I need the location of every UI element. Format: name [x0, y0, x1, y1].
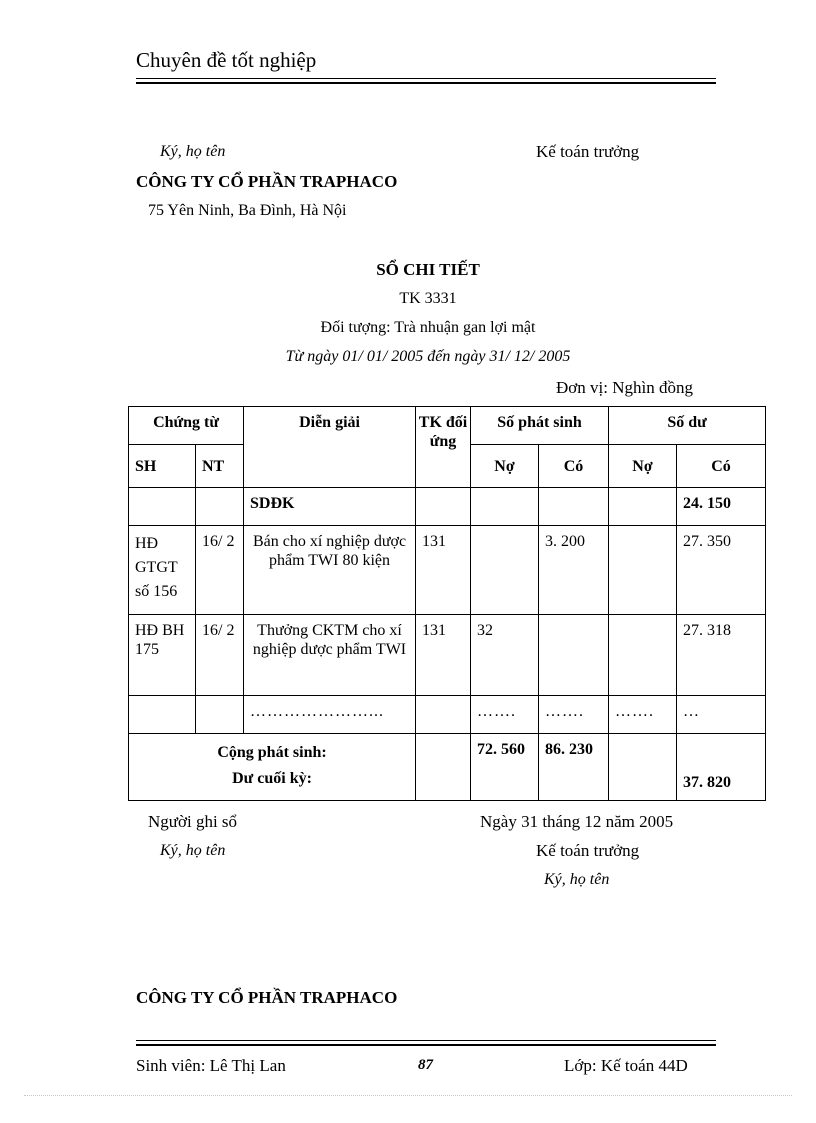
dots-row: [129, 696, 766, 734]
report-unit: Đơn vị: Nghìn đồng: [556, 378, 693, 397]
col-contra-account: TK đối ứng: [416, 407, 471, 488]
total-credit: 86. 230: [539, 734, 609, 801]
cell-empty: [129, 488, 196, 526]
row-debit: [471, 526, 539, 615]
signature-date: Ngày 31 tháng 12 năm 2005: [480, 812, 674, 831]
row-nt: 16/ 2: [196, 615, 244, 696]
row-credit: [539, 615, 609, 696]
col-description: Diễn giải: [244, 407, 416, 488]
dots-description: …………………...: [244, 696, 416, 734]
row-description: Thưởng CKTM cho xí nghiệp dược phẩm TWI: [244, 615, 416, 696]
opening-label: SDĐK: [244, 488, 416, 526]
page-header-title: Chuyên đề tốt nghiệp: [136, 48, 317, 72]
col-sh: SH: [129, 445, 196, 488]
row-balance-debit: [609, 615, 677, 696]
col-voucher: Chứng từ: [129, 407, 244, 445]
footer-page-number: 87: [418, 1057, 433, 1073]
col-credit: Có: [539, 445, 609, 488]
chief-sign: Ký, họ tên: [544, 871, 610, 888]
opening-balance-row: [129, 488, 766, 526]
row-sh: HĐ BH 175: [129, 615, 196, 696]
row-description: Bán cho xí nghiệp dược phẩm TWI 80 kiện: [244, 526, 416, 615]
closing-balance-label: Dư cuối kỳ:: [232, 770, 312, 787]
row-nt: 16/ 2: [196, 526, 244, 615]
closing-balance-credit: 37. 820: [677, 734, 766, 801]
report-account: TK 3331: [399, 290, 457, 307]
dots-balance-credit: …: [677, 696, 766, 734]
cell-empty: [416, 488, 471, 526]
totals-labels: [129, 734, 416, 801]
col-balance-credit: Có: [677, 445, 766, 488]
cell-empty: [129, 696, 196, 734]
col-nt: NT: [196, 445, 244, 488]
cell-empty: [416, 734, 471, 801]
recorder-sign: Ký, họ tên: [160, 842, 226, 859]
row-balance-debit: [609, 526, 677, 615]
row-credit: 3. 200: [539, 526, 609, 615]
col-balance: Số dư: [609, 407, 766, 445]
footer-class: Lớp: Kế toán 44D: [564, 1056, 688, 1075]
header-rule: [136, 78, 716, 84]
report-title: SỔ CHI TIẾT: [376, 260, 480, 279]
report-subject: Đối tượng: Trà nhuận gan lợi mật: [320, 319, 536, 336]
company-name: CÔNG TY CỔ PHẦN TRAPHACO: [136, 172, 398, 191]
report-period: Từ ngày 01/ 01/ 2005 đến ngày 31/ 12/ 2005: [285, 348, 571, 365]
dots-debit: …….: [471, 696, 539, 734]
row-sh: HĐ GTGT số 156: [129, 526, 196, 615]
company-name-bottom: CÔNG TY CỔ PHẦN TRAPHACO: [136, 988, 398, 1007]
col-balance-debit: Nợ: [609, 445, 677, 488]
cell-empty: [539, 488, 609, 526]
footer-student: Sinh viên: Lê Thị Lan: [136, 1056, 286, 1075]
top-sign-label: Ký, họ tên: [160, 143, 226, 160]
ledger-table: [128, 406, 766, 801]
total-debit: 72. 560: [471, 734, 539, 801]
col-arising: Số phát sinh: [471, 407, 609, 445]
dots-balance-debit: …….: [609, 696, 677, 734]
cell-empty: [609, 488, 677, 526]
opening-balance-credit: 24. 150: [677, 488, 766, 526]
row-debit: 32: [471, 615, 539, 696]
totals-row: [129, 734, 766, 801]
row-contra: 131: [416, 615, 471, 696]
cell-empty: [609, 734, 677, 801]
chief-accountant: Kế toán trưởng: [536, 841, 640, 860]
footer-rule: [136, 1040, 716, 1046]
row-balance-credit: 27. 350: [677, 526, 766, 615]
table-row: [129, 526, 766, 615]
cell-empty: [471, 488, 539, 526]
total-arising-label: Cộng phát sinh:: [217, 744, 327, 761]
col-debit: Nợ: [471, 445, 539, 488]
cell-empty: [416, 696, 471, 734]
cell-empty: [196, 696, 244, 734]
row-balance-credit: 27. 318: [677, 615, 766, 696]
cell-empty: [196, 488, 244, 526]
company-address: 75 Yên Ninh, Ba Đình, Hà Nội: [148, 202, 347, 219]
recorder-label: Người ghi sổ: [148, 812, 238, 831]
dots-credit: …….: [539, 696, 609, 734]
header-row-1: [129, 407, 766, 445]
row-contra: 131: [416, 526, 471, 615]
table-row: [129, 615, 766, 696]
top-chief-accountant: Kế toán trưởng: [536, 142, 640, 161]
page-bottom-border: [24, 1095, 792, 1096]
